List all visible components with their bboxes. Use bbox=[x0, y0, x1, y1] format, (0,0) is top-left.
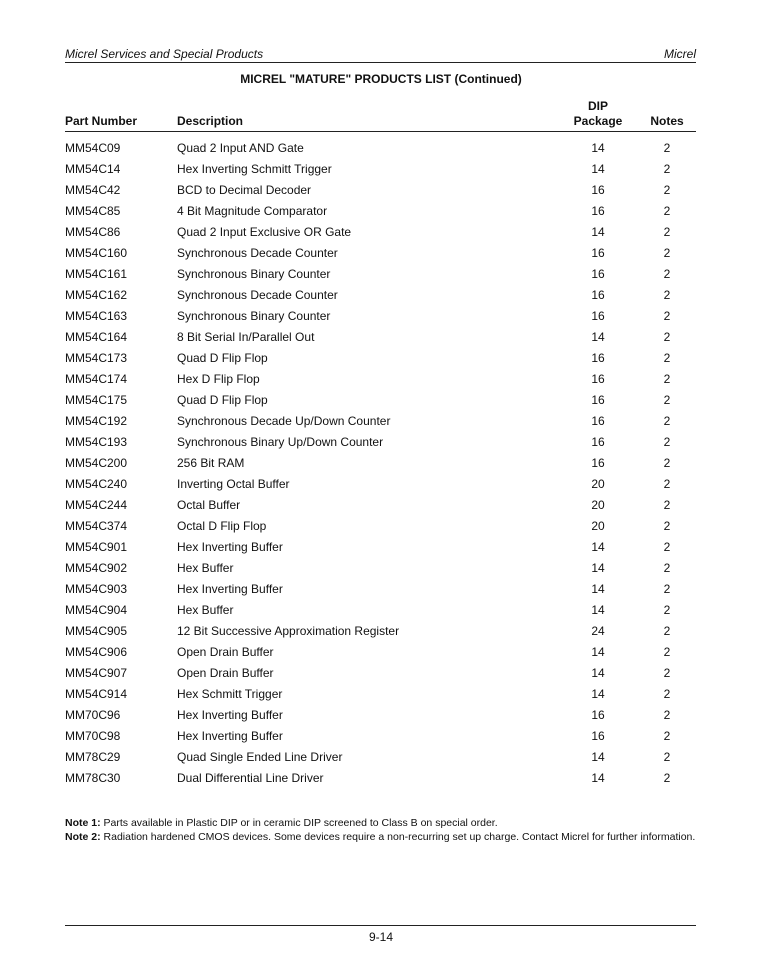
table-row bbox=[0, 602, 762, 623]
notes-cell: 2 bbox=[663, 183, 671, 197]
dip-package-cell: 20 bbox=[591, 498, 605, 512]
table-row bbox=[0, 497, 762, 518]
table-row bbox=[0, 287, 762, 308]
description-cell: BCD to Decimal Decoder bbox=[177, 183, 312, 197]
description-cell: Quad 2 Input AND Gate bbox=[177, 141, 304, 155]
dip-package-cell: 14 bbox=[591, 603, 605, 617]
description-cell: Quad Single Ended Line Driver bbox=[177, 750, 343, 764]
dip-package-cell: 14 bbox=[591, 330, 605, 344]
dip-package-cell: 16 bbox=[591, 204, 605, 218]
description-cell: Quad 2 Input Exclusive OR Gate bbox=[177, 225, 352, 239]
description-cell: Quad D Flip Flop bbox=[177, 393, 268, 407]
dip-package-cell: 16 bbox=[591, 435, 605, 449]
dip-package-cell: 14 bbox=[591, 750, 605, 764]
footnote-1-label: Note 1: bbox=[65, 817, 101, 829]
dip-package-cell: 14 bbox=[591, 771, 605, 785]
notes-cell: 2 bbox=[663, 771, 671, 785]
column-header-notes: Notes bbox=[650, 114, 684, 128]
dip-package-cell: 16 bbox=[591, 309, 605, 323]
notes-cell: 2 bbox=[663, 624, 671, 638]
description-cell: Synchronous Decade Counter bbox=[177, 288, 338, 302]
table-row bbox=[0, 161, 762, 182]
dip-package-cell: 16 bbox=[591, 351, 605, 365]
dip-package-cell: 16 bbox=[591, 708, 605, 722]
table-row bbox=[0, 392, 762, 413]
table-row bbox=[0, 518, 762, 539]
table-header-rule bbox=[65, 131, 696, 132]
table-row bbox=[0, 182, 762, 203]
description-cell: Quad D Flip Flop bbox=[177, 351, 268, 365]
notes-cell: 2 bbox=[663, 498, 671, 512]
footnote-2 bbox=[65, 830, 705, 844]
table-row bbox=[0, 581, 762, 602]
description-cell: Synchronous Decade Counter bbox=[177, 246, 338, 260]
part-number-cell: MM54C09 bbox=[65, 141, 121, 155]
footer-rule bbox=[65, 925, 696, 926]
part-number-cell: MM54C161 bbox=[65, 267, 128, 281]
part-number-cell: MM54C85 bbox=[65, 204, 121, 218]
dip-package-cell: 16 bbox=[591, 372, 605, 386]
notes-cell: 2 bbox=[663, 141, 671, 155]
dip-package-cell: 14 bbox=[591, 645, 605, 659]
dip-package-cell: 14 bbox=[591, 666, 605, 680]
description-cell: Hex Schmitt Trigger bbox=[177, 687, 283, 701]
notes-cell: 2 bbox=[663, 477, 671, 491]
description-cell: Hex Buffer bbox=[177, 561, 234, 575]
notes-cell: 2 bbox=[663, 246, 671, 260]
footnote-1-text: Parts available in Plastic DIP or in ceramic DIP screened to Class B on special order. bbox=[103, 817, 498, 829]
notes-cell: 2 bbox=[663, 204, 671, 218]
part-number-cell: MM54C86 bbox=[65, 225, 121, 239]
part-number-cell: MM54C160 bbox=[65, 246, 128, 260]
running-header-title: Micrel Services and Special Products bbox=[65, 47, 264, 61]
dip-package-cell: 16 bbox=[591, 267, 605, 281]
column-header-description: Description bbox=[177, 114, 244, 128]
notes-cell: 2 bbox=[663, 582, 671, 596]
description-cell: Octal D Flip Flop bbox=[177, 519, 267, 533]
description-cell: Open Drain Buffer bbox=[177, 666, 274, 680]
part-number-cell: MM54C163 bbox=[65, 309, 128, 323]
part-number-cell: MM54C244 bbox=[65, 498, 128, 512]
notes-cell: 2 bbox=[663, 435, 671, 449]
description-cell: Hex Inverting Buffer bbox=[177, 540, 283, 554]
page-number: 9-14 bbox=[368, 930, 394, 944]
part-number-cell: MM54C901 bbox=[65, 540, 128, 554]
table-row bbox=[0, 371, 762, 392]
table-row bbox=[0, 560, 762, 581]
dip-package-cell: 14 bbox=[591, 540, 605, 554]
dip-package-cell: 16 bbox=[591, 246, 605, 260]
part-number-cell: MM54C374 bbox=[65, 519, 128, 533]
table-row bbox=[0, 539, 762, 560]
notes-cell: 2 bbox=[663, 645, 671, 659]
dip-package-cell: 16 bbox=[591, 393, 605, 407]
dip-package-cell: 24 bbox=[591, 624, 605, 638]
table-row bbox=[0, 266, 762, 287]
description-cell: Octal Buffer bbox=[177, 498, 241, 512]
part-number-cell: MM54C200 bbox=[65, 456, 128, 470]
table-row bbox=[0, 350, 762, 371]
part-number-cell: MM54C902 bbox=[65, 561, 128, 575]
table-row bbox=[0, 476, 762, 497]
description-cell: Synchronous Decade Up/Down Counter bbox=[177, 414, 391, 428]
dip-package-cell: 16 bbox=[591, 414, 605, 428]
dip-package-cell: 16 bbox=[591, 456, 605, 470]
description-cell: Hex Buffer bbox=[177, 603, 234, 617]
description-cell: 12 Bit Successive Approximation Register bbox=[177, 624, 400, 638]
table-row bbox=[0, 623, 762, 644]
column-header-part-number: Part Number bbox=[65, 114, 138, 128]
notes-cell: 2 bbox=[663, 225, 671, 239]
table-row bbox=[0, 686, 762, 707]
table-row bbox=[0, 644, 762, 665]
part-number-cell: MM54C192 bbox=[65, 414, 128, 428]
part-number-cell: MM78C29 bbox=[65, 750, 121, 764]
dip-package-cell: 16 bbox=[591, 183, 605, 197]
footnotes bbox=[65, 816, 705, 844]
page-title: MICREL "MATURE" PRODUCTS LIST (Continued) bbox=[240, 72, 522, 86]
table-row bbox=[0, 728, 762, 749]
description-cell: Synchronous Binary Counter bbox=[177, 267, 331, 281]
notes-cell: 2 bbox=[663, 351, 671, 365]
notes-cell: 2 bbox=[663, 708, 671, 722]
running-header-company: Micrel bbox=[664, 47, 696, 61]
notes-cell: 2 bbox=[663, 729, 671, 743]
part-number-cell: MM54C174 bbox=[65, 372, 128, 386]
description-cell: Hex Inverting Buffer bbox=[177, 582, 283, 596]
part-number-cell: MM54C904 bbox=[65, 603, 128, 617]
notes-cell: 2 bbox=[663, 330, 671, 344]
description-cell: Dual Differential Line Driver bbox=[177, 771, 324, 785]
dip-package-cell: 14 bbox=[591, 687, 605, 701]
part-number-cell: MM54C175 bbox=[65, 393, 128, 407]
notes-cell: 2 bbox=[663, 414, 671, 428]
part-number-cell: MM54C173 bbox=[65, 351, 128, 365]
footnote-2-text: Radiation hardened CMOS devices. Some devices require a non-recurring set up charge. Contact Micrel for further information. bbox=[103, 831, 696, 843]
part-number-cell: MM54C903 bbox=[65, 582, 128, 596]
notes-cell: 2 bbox=[663, 309, 671, 323]
table-row bbox=[0, 665, 762, 686]
part-number-cell: MM54C42 bbox=[65, 183, 121, 197]
notes-cell: 2 bbox=[663, 288, 671, 302]
dip-package-cell: 14 bbox=[591, 561, 605, 575]
notes-cell: 2 bbox=[663, 519, 671, 533]
table-row bbox=[0, 455, 762, 476]
notes-cell: 2 bbox=[663, 687, 671, 701]
table-row bbox=[0, 413, 762, 434]
part-number-cell: MM54C14 bbox=[65, 162, 121, 176]
table-row bbox=[0, 245, 762, 266]
part-number-cell: MM54C905 bbox=[65, 624, 128, 638]
table-row bbox=[0, 770, 762, 791]
description-cell: Hex Inverting Buffer bbox=[177, 708, 283, 722]
header-rule bbox=[65, 62, 696, 63]
description-cell: Synchronous Binary Up/Down Counter bbox=[177, 435, 384, 449]
notes-cell: 2 bbox=[663, 393, 671, 407]
column-header-dip-package bbox=[568, 99, 628, 129]
table-row bbox=[0, 203, 762, 224]
part-number-cell: MM54C240 bbox=[65, 477, 128, 491]
dip-package-cell: 20 bbox=[591, 519, 605, 533]
table-row bbox=[0, 434, 762, 455]
dip-package-cell: 14 bbox=[591, 225, 605, 239]
table-row bbox=[0, 329, 762, 350]
dip-package-cell: 14 bbox=[591, 141, 605, 155]
part-number-cell: MM78C30 bbox=[65, 771, 121, 785]
dip-package-cell: 20 bbox=[591, 477, 605, 491]
part-number-cell: MM54C914 bbox=[65, 687, 128, 701]
part-number-cell: MM54C164 bbox=[65, 330, 128, 344]
description-cell: Hex Inverting Buffer bbox=[177, 729, 283, 743]
notes-cell: 2 bbox=[663, 456, 671, 470]
notes-cell: 2 bbox=[663, 561, 671, 575]
part-number-cell: MM54C162 bbox=[65, 288, 128, 302]
notes-cell: 2 bbox=[663, 372, 671, 386]
dip-package-cell: 14 bbox=[591, 162, 605, 176]
description-cell: 256 Bit RAM bbox=[177, 456, 245, 470]
notes-cell: 2 bbox=[663, 603, 671, 617]
description-cell: Hex D Flip Flop bbox=[177, 372, 260, 386]
dip-package-cell: 16 bbox=[591, 729, 605, 743]
column-header-dip-line2: Package bbox=[573, 114, 623, 128]
description-cell: Hex Inverting Schmitt Trigger bbox=[177, 162, 332, 176]
table-row bbox=[0, 749, 762, 770]
description-cell: Open Drain Buffer bbox=[177, 645, 274, 659]
part-number-cell: MM54C193 bbox=[65, 435, 128, 449]
part-number-cell: MM54C906 bbox=[65, 645, 128, 659]
part-number-cell: MM70C98 bbox=[65, 729, 121, 743]
description-cell: Inverting Octal Buffer bbox=[177, 477, 290, 491]
notes-cell: 2 bbox=[663, 666, 671, 680]
part-number-cell: MM70C96 bbox=[65, 708, 121, 722]
part-number-cell: MM54C907 bbox=[65, 666, 128, 680]
products-table bbox=[0, 140, 762, 791]
notes-cell: 2 bbox=[663, 267, 671, 281]
description-cell: 4 Bit Magnitude Comparator bbox=[177, 204, 328, 218]
footnote-2-label: Note 2: bbox=[65, 831, 101, 843]
description-cell: 8 Bit Serial In/Parallel Out bbox=[177, 330, 315, 344]
notes-cell: 2 bbox=[663, 750, 671, 764]
dip-package-cell: 16 bbox=[591, 288, 605, 302]
table-row bbox=[0, 224, 762, 245]
description-cell: Synchronous Binary Counter bbox=[177, 309, 331, 323]
table-row bbox=[0, 140, 762, 161]
table-row bbox=[0, 308, 762, 329]
notes-cell: 2 bbox=[663, 540, 671, 554]
footnote-1 bbox=[65, 816, 705, 830]
table-row bbox=[0, 707, 762, 728]
dip-package-cell: 14 bbox=[591, 582, 605, 596]
notes-cell: 2 bbox=[663, 162, 671, 176]
column-header-dip-line1: DIP bbox=[587, 99, 608, 113]
